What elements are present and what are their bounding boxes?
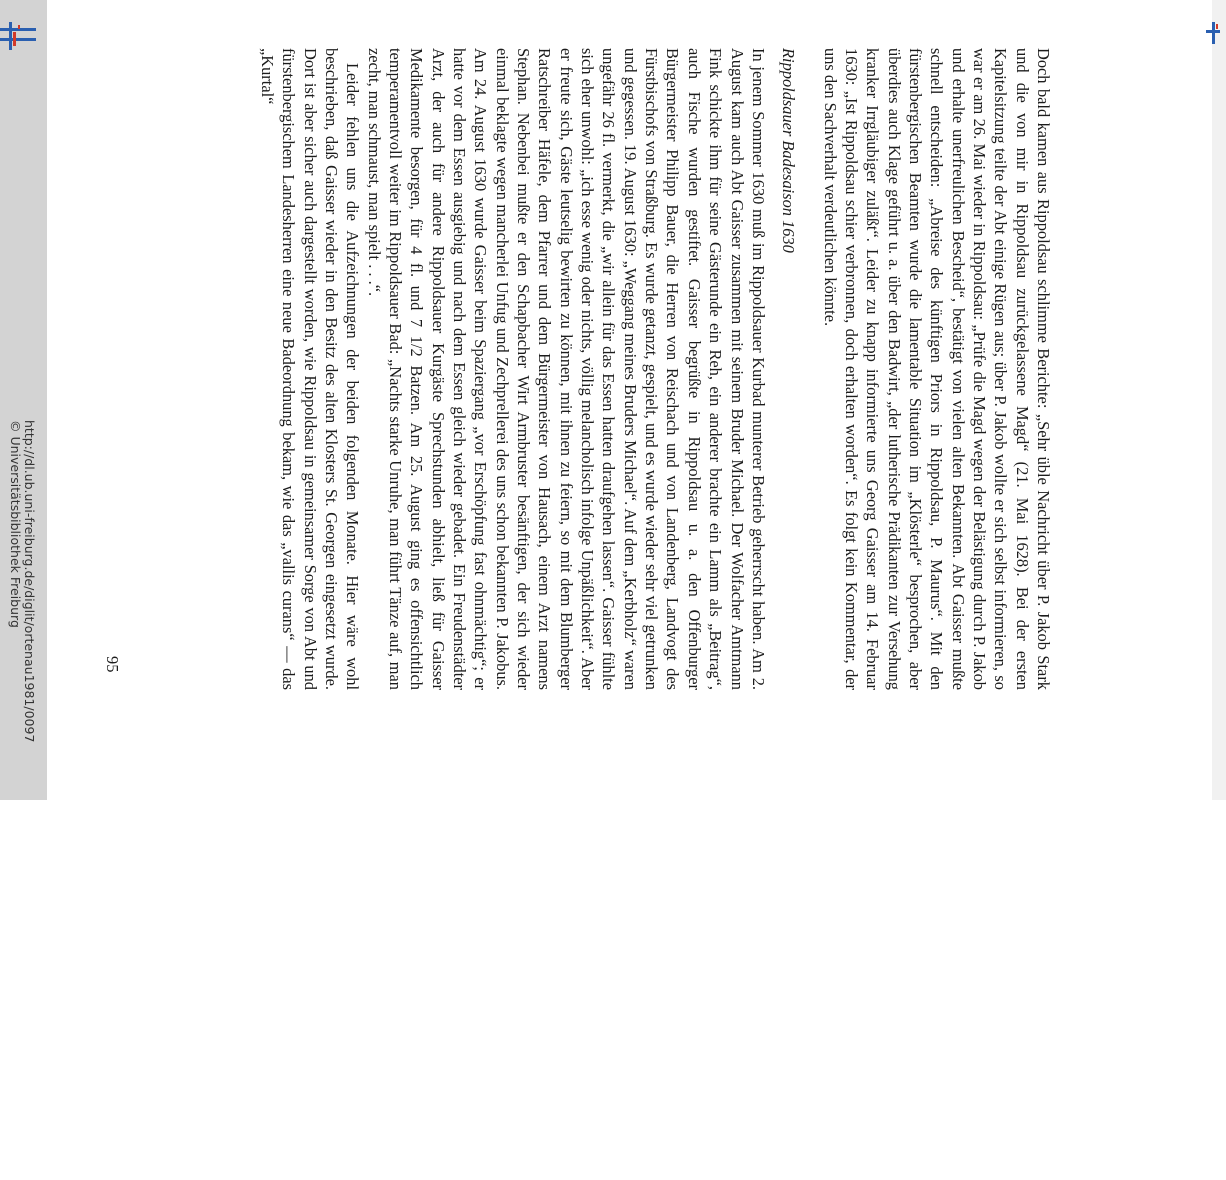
library-logo-icon-small xyxy=(1206,20,1224,44)
section-heading: Rippoldsauer Badesaison 1630 xyxy=(779,48,799,253)
paragraph-2: In jenem Sommer 1630 muß im Rippoldsauer Kurbad munterer Betrieb geherrscht haben. Am 2. August kam auch Abt Gaisser zusammen mit seinem Bruder Michael. Der Wolfacher Amtmann Fink schickte ihm für seine Gästerunde ein Reh, ein anderer brachte ein Lamm als „Beitrag“, auch Fische wurden gestiftet. Gaisser begrüßte in Rippoldsau u. a. den Offenburger Bürgermeister Philipp Bauer, die Herren von Reischach und von Landenberg, Landvogt des Fürstbischofs von Straßburg. Es wurde getanzt, gespielt, und es wurde wieder sehr viel getrunken und gegessen. 19. August 1630: „Weggang meines Bruders Michael“. Auf dem „Kerbholz“ waren ungefähr 26 fl. vermerkt, die „wir allein für das Essen hatten draufgehen lassen“. Gaisser fühlte sich eher unwohl: „ich esse wenig oder nichts, völlig melancholisch infolge Unpäßlichkeit“. Aber er freute sich, Gäste leutselig bewirten zu können, mit ihnen zu feiern, so mit dem Blumberger Ratschreiber Häfele, dem Pfarrer und dem Bürgermeister von Hausach, einem Arzt namens Stephan. Nebenbei mußte er den Schapbacher Wirt Armbruster besänftigen, der sich wieder einmal beklagte wegen mancherlei Unfug und Zechprellerei des uns schon bekannten P. Jakobus. Am 24. August 1630 wurde Gaisser beim Spaziergang „vor Erschöpfung fast ohnmächtig“; er hatte vor dem Essen ausgiebig und nach dem Essen gleich wieder gebadet. Ein Freudenstädter Arzt, der auch für andere Rippoldsauer Kurgäste Sprechstunden abhielt, ließ für Gaisser Medikamente besorgen, für 4 fl. und 7 1/2 Batzen. Am 25. August ging es offensichtlich temperamentvoll weiter im Rippoldsauer Bad: „Nachts starke Unruhe, man führt Tänze auf, man zecht, man schmaust, man spielt . . .“. xyxy=(364,48,768,690)
page-text xyxy=(257,48,1054,690)
right-margin-bar xyxy=(1212,0,1226,800)
footer-copyright: © Universitätsbibliothek Freiburg xyxy=(8,420,23,628)
paragraph-3: Leider fehlen uns die Aufzeichnungen der beiden folgenden Monate. Hier wäre wohl beschrieben, daß Gaisser wieder in den Besitz des alten Klosters St. Georgen eingesetzt wurde. Dort ist aber sicher auch dargestellt worden, wie Rippoldsau in gemeinsamer Sorge von Abt und fürstenbergischem Landesherren eine neue Badeordnung bekam, wie das „vallis curans“ — das „Kurtal“ xyxy=(257,48,363,690)
paragraph-1: Doch bald kamen aus Rippoldsau schlimme Berichte: „Sehr üble Nachricht über P. Jakob Stark und die von mir in Rippoldsau zurückgelassene Magd“ (21. Mai 1628). Bei der ersten Kapitelsitzung teilte der Abt einige Rügen aus; über P. Jakob wollte er sich selbst informieren, so war er am 26. Mai wieder in Rippoldsau: „Prüfe die Magd wegen der Belästigung durch P. Jakob und erhalte unerfreulichen Bescheid“, bestätigt von vielen alten Bekannten. Abt Gaisser mußte schnell entscheiden: „Abreise des künftigen Priors in Rippoldsau, P. Maurus“. Mit den fürstenbergischen Beamten wurde die lamentable Situation im „Klösterle“ besprochen, aber überdies auch Klage geführt u. a. über den Badwirt, „der lutherische Prädikanten zur Versehung kranker Irrgläubiger zuläßt“. Leider zu knapp informierte uns Georg Gaisser am 14. Februar 1630: „Ist Rippoldsau schier verbronnen, doch erhalten worden“. Es folgt kein Kommentar, der uns den Sachverhalt verdeutlichen könnte. xyxy=(820,48,1053,690)
footer xyxy=(8,420,36,1180)
footer-url[interactable]: http://dl.ub.uni-freiburg.de/diglit/ortenau1981/0097 xyxy=(22,420,37,743)
page-number: 95 xyxy=(103,656,122,673)
library-logo-icon xyxy=(0,22,40,50)
